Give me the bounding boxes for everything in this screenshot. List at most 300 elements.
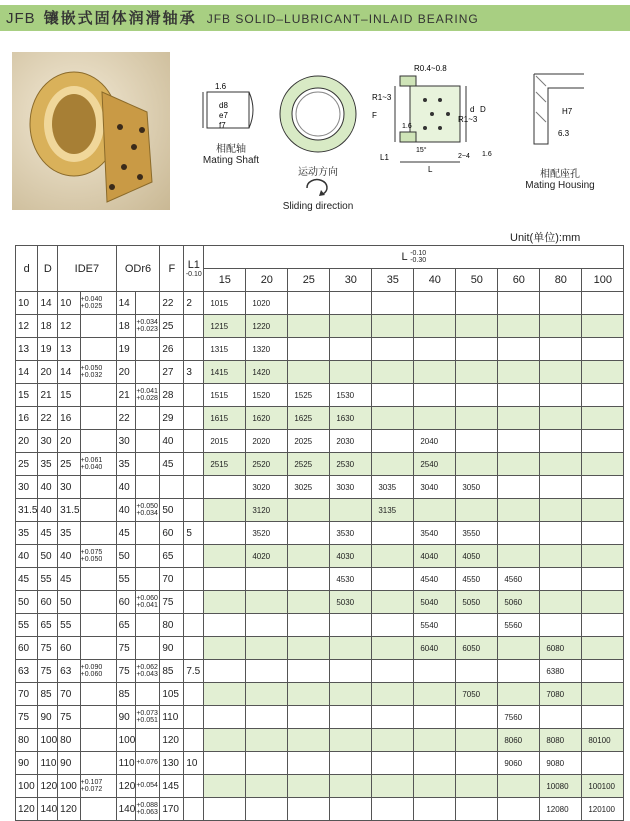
cell-part-number: 4050 [456,545,498,568]
cell-part-number [540,591,582,614]
table-row [16,499,624,522]
cell-part-number [498,361,540,384]
cell-F: 130 [160,752,184,775]
table-row [16,683,624,706]
shaft-label-cn: 相配轴 [216,144,246,155]
cell-D: 40 [38,499,58,522]
cell-odr6-tol [136,384,160,407]
cell-part-number: 12080 [540,798,582,821]
cell-part-number [456,614,498,637]
cell-part-number: 1620 [246,407,288,430]
cell-part-number [288,315,330,338]
cell-odr6-tol [136,430,160,453]
length-header: 15 [204,269,246,292]
rotate-label-en: Sliding direction [282,201,354,212]
cell-L1 [184,476,204,499]
cell-part-number: 4540 [414,568,456,591]
cell-part-number [582,591,624,614]
cell-part-number [498,775,540,798]
cell-ide7: 35 [58,522,80,545]
cell-odr6: 18 [116,315,136,338]
cell-part-number [414,499,456,522]
cell-ide7: 100 [58,775,80,798]
cell-F: 110 [160,706,184,729]
cell-part-number [246,614,288,637]
cell-part-number: 1420 [246,361,288,384]
col-header-ide7: IDE7 [58,246,116,292]
cell-part-number: 1520 [246,384,288,407]
odr6-tolerance: +0.062 +0.043 [136,664,158,678]
cell-part-number [582,706,624,729]
cell-part-number [372,752,414,775]
cell-part-number [288,338,330,361]
mating-shaft-diagram [195,78,265,140]
cell-part-number [582,407,624,430]
cell-part-number [246,706,288,729]
cell-ide7-tol [80,292,116,315]
cell-part-number: 3120 [246,499,288,522]
cell-ide7: 14 [58,361,80,384]
cell-F: 50 [160,499,184,522]
table-row [16,660,624,683]
cell-odr6-tol [136,499,160,522]
housing-caption [515,165,605,191]
cell-F: 170 [160,798,184,821]
cell-D: 75 [38,660,58,683]
cell-part-number: 6040 [414,637,456,660]
cell-part-number [330,361,372,384]
title-chinese: 镶嵌式固体润滑轴承 [43,10,197,27]
cell-part-number [372,430,414,453]
cell-D: 21 [38,384,58,407]
bearing-dim-l: L [428,165,433,174]
cell-part-number [372,706,414,729]
cell-odr6: 75 [116,660,136,683]
cell-part-number [330,660,372,683]
cell-part-number [414,315,456,338]
cell-F: 27 [160,361,184,384]
cell-odr6-tol [136,453,160,476]
cell-part-number: 4550 [456,568,498,591]
odr6-tolerance: +0.034 +0.023 [136,319,158,333]
cell-part-number [582,683,624,706]
cell-d: 10 [16,292,38,315]
cell-odr6: 120 [116,775,136,798]
col-header-L1 [184,246,204,292]
cell-odr6-tol [136,798,160,821]
cell-part-number [540,568,582,591]
cell-part-number [498,660,540,683]
cell-odr6: 45 [116,522,136,545]
cell-part-number [246,591,288,614]
cell-part-number [246,752,288,775]
cell-part-number [204,798,246,821]
rotate-label-cn: 运动方向 [298,167,338,178]
cell-D: 50 [38,545,58,568]
cell-part-number: 1625 [288,407,330,430]
cell-L1: 3 [184,361,204,384]
col-header-L-tol [410,250,426,264]
cell-part-number [414,706,456,729]
col-header-D: D [38,246,58,292]
table-row [16,522,624,545]
cell-part-number [498,338,540,361]
cell-L1: 10 [184,752,204,775]
cell-odr6: 35 [116,453,136,476]
cell-d: 90 [16,752,38,775]
cell-ide7-tol [80,591,116,614]
cell-part-number [414,729,456,752]
cell-odr6-tol [136,683,160,706]
cell-part-number: 2030 [330,430,372,453]
cell-d: 80 [16,729,38,752]
cell-L1 [184,407,204,430]
cell-part-number: 7050 [456,683,498,706]
product-code: JFB [6,10,36,27]
cell-part-number: 3135 [372,499,414,522]
cell-D: 100 [38,729,58,752]
cell-part-number [372,522,414,545]
cell-part-number [372,660,414,683]
cell-ide7-tol [80,614,116,637]
odr6-tolerance: +0.054 [136,782,158,790]
cell-part-number [498,453,540,476]
cell-F: 60 [160,522,184,545]
bearing-photo-illustration [12,52,170,210]
cell-part-number [414,338,456,361]
cell-part-number [582,752,624,775]
cell-ide7: 30 [58,476,80,499]
cell-part-number [540,361,582,384]
cell-odr6: 21 [116,384,136,407]
cell-part-number [540,476,582,499]
cell-odr6: 75 [116,637,136,660]
page-title [6,8,479,30]
cell-odr6: 14 [116,292,136,315]
cell-d: 14 [16,361,38,384]
cell-part-number: 3030 [330,476,372,499]
cell-odr6: 85 [116,683,136,706]
cell-part-number [288,522,330,545]
cell-odr6-tol [136,476,160,499]
cell-odr6-tol [136,775,160,798]
cell-F: 45 [160,453,184,476]
cell-part-number [204,591,246,614]
cell-part-number: 2040 [414,430,456,453]
cell-part-number [204,499,246,522]
cell-d: 13 [16,338,38,361]
bearing-dim-v3: 2~4 [458,153,470,160]
cell-part-number [372,637,414,660]
cell-part-number [498,637,540,660]
cell-odr6-tol [136,706,160,729]
cell-part-number [498,476,540,499]
table-row [16,591,624,614]
cell-D: 22 [38,407,58,430]
shaft-caption [195,140,267,166]
cell-part-number [330,729,372,752]
cell-part-number [498,384,540,407]
cell-part-number [498,407,540,430]
length-header: 60 [498,269,540,292]
cell-ide7-tol [80,545,116,568]
length-header: 30 [330,269,372,292]
cell-part-number: 5560 [498,614,540,637]
cell-part-number [204,614,246,637]
cell-ide7-tol [80,315,116,338]
cell-part-number [330,775,372,798]
cell-part-number [330,614,372,637]
cell-part-number [414,752,456,775]
cell-ide7-tol [80,568,116,591]
cell-D: 14 [38,292,58,315]
cell-ide7: 55 [58,614,80,637]
cell-F: 29 [160,407,184,430]
ide7-tolerance: +0.107 +0.072 [80,779,103,793]
cell-F: 105 [160,683,184,706]
cell-ide7: 15 [58,384,80,407]
bearing-dim-r2: R1~3 [372,93,392,102]
cell-D: 60 [38,591,58,614]
cell-part-number [456,752,498,775]
cell-L1 [184,706,204,729]
cell-part-number [330,683,372,706]
cell-part-number [372,683,414,706]
cell-part-number [288,591,330,614]
cell-part-number [372,798,414,821]
cell-odr6-tol [136,752,160,775]
cell-part-number [414,683,456,706]
cell-odr6-tol [136,407,160,430]
cell-part-number [456,361,498,384]
cell-odr6: 140 [116,798,136,821]
cell-ide7-tol [80,430,116,453]
cell-ide7: 60 [58,637,80,660]
cell-d: 63 [16,660,38,683]
table-row [16,292,624,315]
cell-part-number [582,545,624,568]
col-header-L-tol2: -0.30 [410,257,427,264]
cell-L1 [184,338,204,361]
cell-part-number: 1020 [246,292,288,315]
cell-odr6-tol [136,614,160,637]
bearing-dim-r1: R0.4~0.8 [414,64,447,73]
cell-ide7: 13 [58,338,80,361]
bearing-dim-f: F [372,111,377,120]
cell-part-number [414,660,456,683]
cell-part-number: 3050 [456,476,498,499]
cell-odr6: 60 [116,591,136,614]
col-header-L1-label: L1 [187,259,200,271]
cell-F: 80 [160,614,184,637]
cell-part-number [582,315,624,338]
table-row [16,453,624,476]
cell-part-number [372,292,414,315]
cell-part-number [246,637,288,660]
cell-ide7-tol [80,729,116,752]
col-header-L-label: L [401,250,408,263]
cell-odr6-tol [136,660,160,683]
cell-part-number [330,798,372,821]
cell-D: 35 [38,453,58,476]
cell-part-number [372,361,414,384]
cell-ide7-tol [80,384,116,407]
housing-label-cn: 相配座孔 [540,169,580,180]
bearing-dim-l1: L1 [380,153,389,162]
table-row [16,476,624,499]
cell-d: 25 [16,453,38,476]
cell-d: 40 [16,545,38,568]
cell-ide7: 40 [58,545,80,568]
cell-part-number [540,407,582,430]
cell-F: 120 [160,729,184,752]
cell-part-number [582,430,624,453]
cell-ide7-tol [80,361,116,384]
cell-d: 50 [16,591,38,614]
cell-part-number [372,338,414,361]
table-row [16,545,624,568]
shaft-dim-c: e7 [219,111,228,120]
length-header: 40 [414,269,456,292]
col-header-odr6: ODr6 [116,246,160,292]
cell-part-number: 5040 [414,591,456,614]
cell-part-number: 4020 [246,545,288,568]
cell-part-number [246,683,288,706]
cell-L1 [184,430,204,453]
cell-part-number [582,476,624,499]
cell-D: 140 [38,798,58,821]
cell-D: 19 [38,338,58,361]
cell-D: 120 [38,775,58,798]
cell-part-number [540,384,582,407]
cell-part-number [204,568,246,591]
cell-part-number: 3040 [414,476,456,499]
cell-D: 75 [38,637,58,660]
ide7-tolerance: +0.061 +0.040 [80,457,103,471]
cell-d: 12 [16,315,38,338]
cell-part-number [246,660,288,683]
cell-ide7: 75 [58,706,80,729]
cell-part-number: 1630 [330,407,372,430]
cell-part-number [582,614,624,637]
cell-odr6-tol [136,292,160,315]
cell-part-number: 1215 [204,315,246,338]
shaft-dim-b: d8 [219,101,228,110]
cell-part-number [414,384,456,407]
cell-part-number: 5050 [456,591,498,614]
cell-F: 25 [160,315,184,338]
cell-ide7: 70 [58,683,80,706]
cell-d: 100 [16,775,38,798]
cell-part-number: 3530 [330,522,372,545]
table-row [16,798,624,821]
cell-part-number [204,729,246,752]
cell-part-number [498,522,540,545]
cell-F: 28 [160,384,184,407]
length-header: 35 [372,269,414,292]
housing-label-en: Mating Housing [525,180,595,191]
cell-part-number: 100100 [582,775,624,798]
housing-dim-h: H7 [562,107,573,116]
cell-part-number [456,384,498,407]
cell-part-number [372,453,414,476]
shaft-dim-d: f7 [219,121,226,130]
cell-part-number [582,522,624,545]
cell-part-number [498,499,540,522]
cell-ide7: 16 [58,407,80,430]
cell-part-number [540,706,582,729]
cell-part-number [582,338,624,361]
cell-d: 35 [16,522,38,545]
cell-D: 85 [38,683,58,706]
cell-part-number: 2015 [204,430,246,453]
ide7-tolerance: +0.040 +0.025 [80,296,103,310]
length-header: 25 [288,269,330,292]
cell-odr6-tol [136,637,160,660]
cell-part-number [582,292,624,315]
cell-part-number [456,798,498,821]
ide7-tolerance: +0.050 +0.032 [80,365,103,379]
cell-L1 [184,614,204,637]
cell-part-number [330,637,372,660]
length-header: 20 [246,269,288,292]
odr6-tolerance: +0.076 [136,759,158,767]
cell-part-number: 3520 [246,522,288,545]
cell-D: 110 [38,752,58,775]
shaft-dim-a: 1.6 [215,82,227,91]
cell-D: 18 [38,315,58,338]
cell-part-number [414,361,456,384]
bearing-dim-v2: 15° [416,147,427,154]
cell-ide7-tol [80,499,116,522]
cell-part-number [456,499,498,522]
cell-d: 70 [16,683,38,706]
cell-part-number: 5540 [414,614,456,637]
cell-odr6: 40 [116,499,136,522]
cell-part-number [414,775,456,798]
cell-ide7: 90 [58,752,80,775]
table-row [16,384,624,407]
cell-part-number: 9080 [540,752,582,775]
col-header-d: d [16,246,38,292]
cell-F: 26 [160,338,184,361]
cell-D: 40 [38,476,58,499]
cell-ide7: 10 [58,292,80,315]
cell-part-number [540,614,582,637]
cell-F: 65 [160,545,184,568]
cell-ide7-tol [80,522,116,545]
cell-ide7-tol [80,453,116,476]
bearing-dim-d1: d [470,105,475,114]
cell-F: 145 [160,775,184,798]
cell-part-number [456,407,498,430]
cell-odr6: 22 [116,407,136,430]
cell-F: 40 [160,430,184,453]
cell-part-number [540,522,582,545]
cell-part-number [456,775,498,798]
cell-part-number: 6050 [456,637,498,660]
cell-d: 31.5 [16,499,38,522]
cell-ide7-tol [80,683,116,706]
cell-F: 22 [160,292,184,315]
cell-L1 [184,315,204,338]
cell-part-number [288,568,330,591]
bearing-dim-d2: D [480,105,486,114]
cell-D: 45 [38,522,58,545]
bearing-ring-diagram [276,72,360,156]
cell-part-number: 9060 [498,752,540,775]
cell-d: 55 [16,614,38,637]
